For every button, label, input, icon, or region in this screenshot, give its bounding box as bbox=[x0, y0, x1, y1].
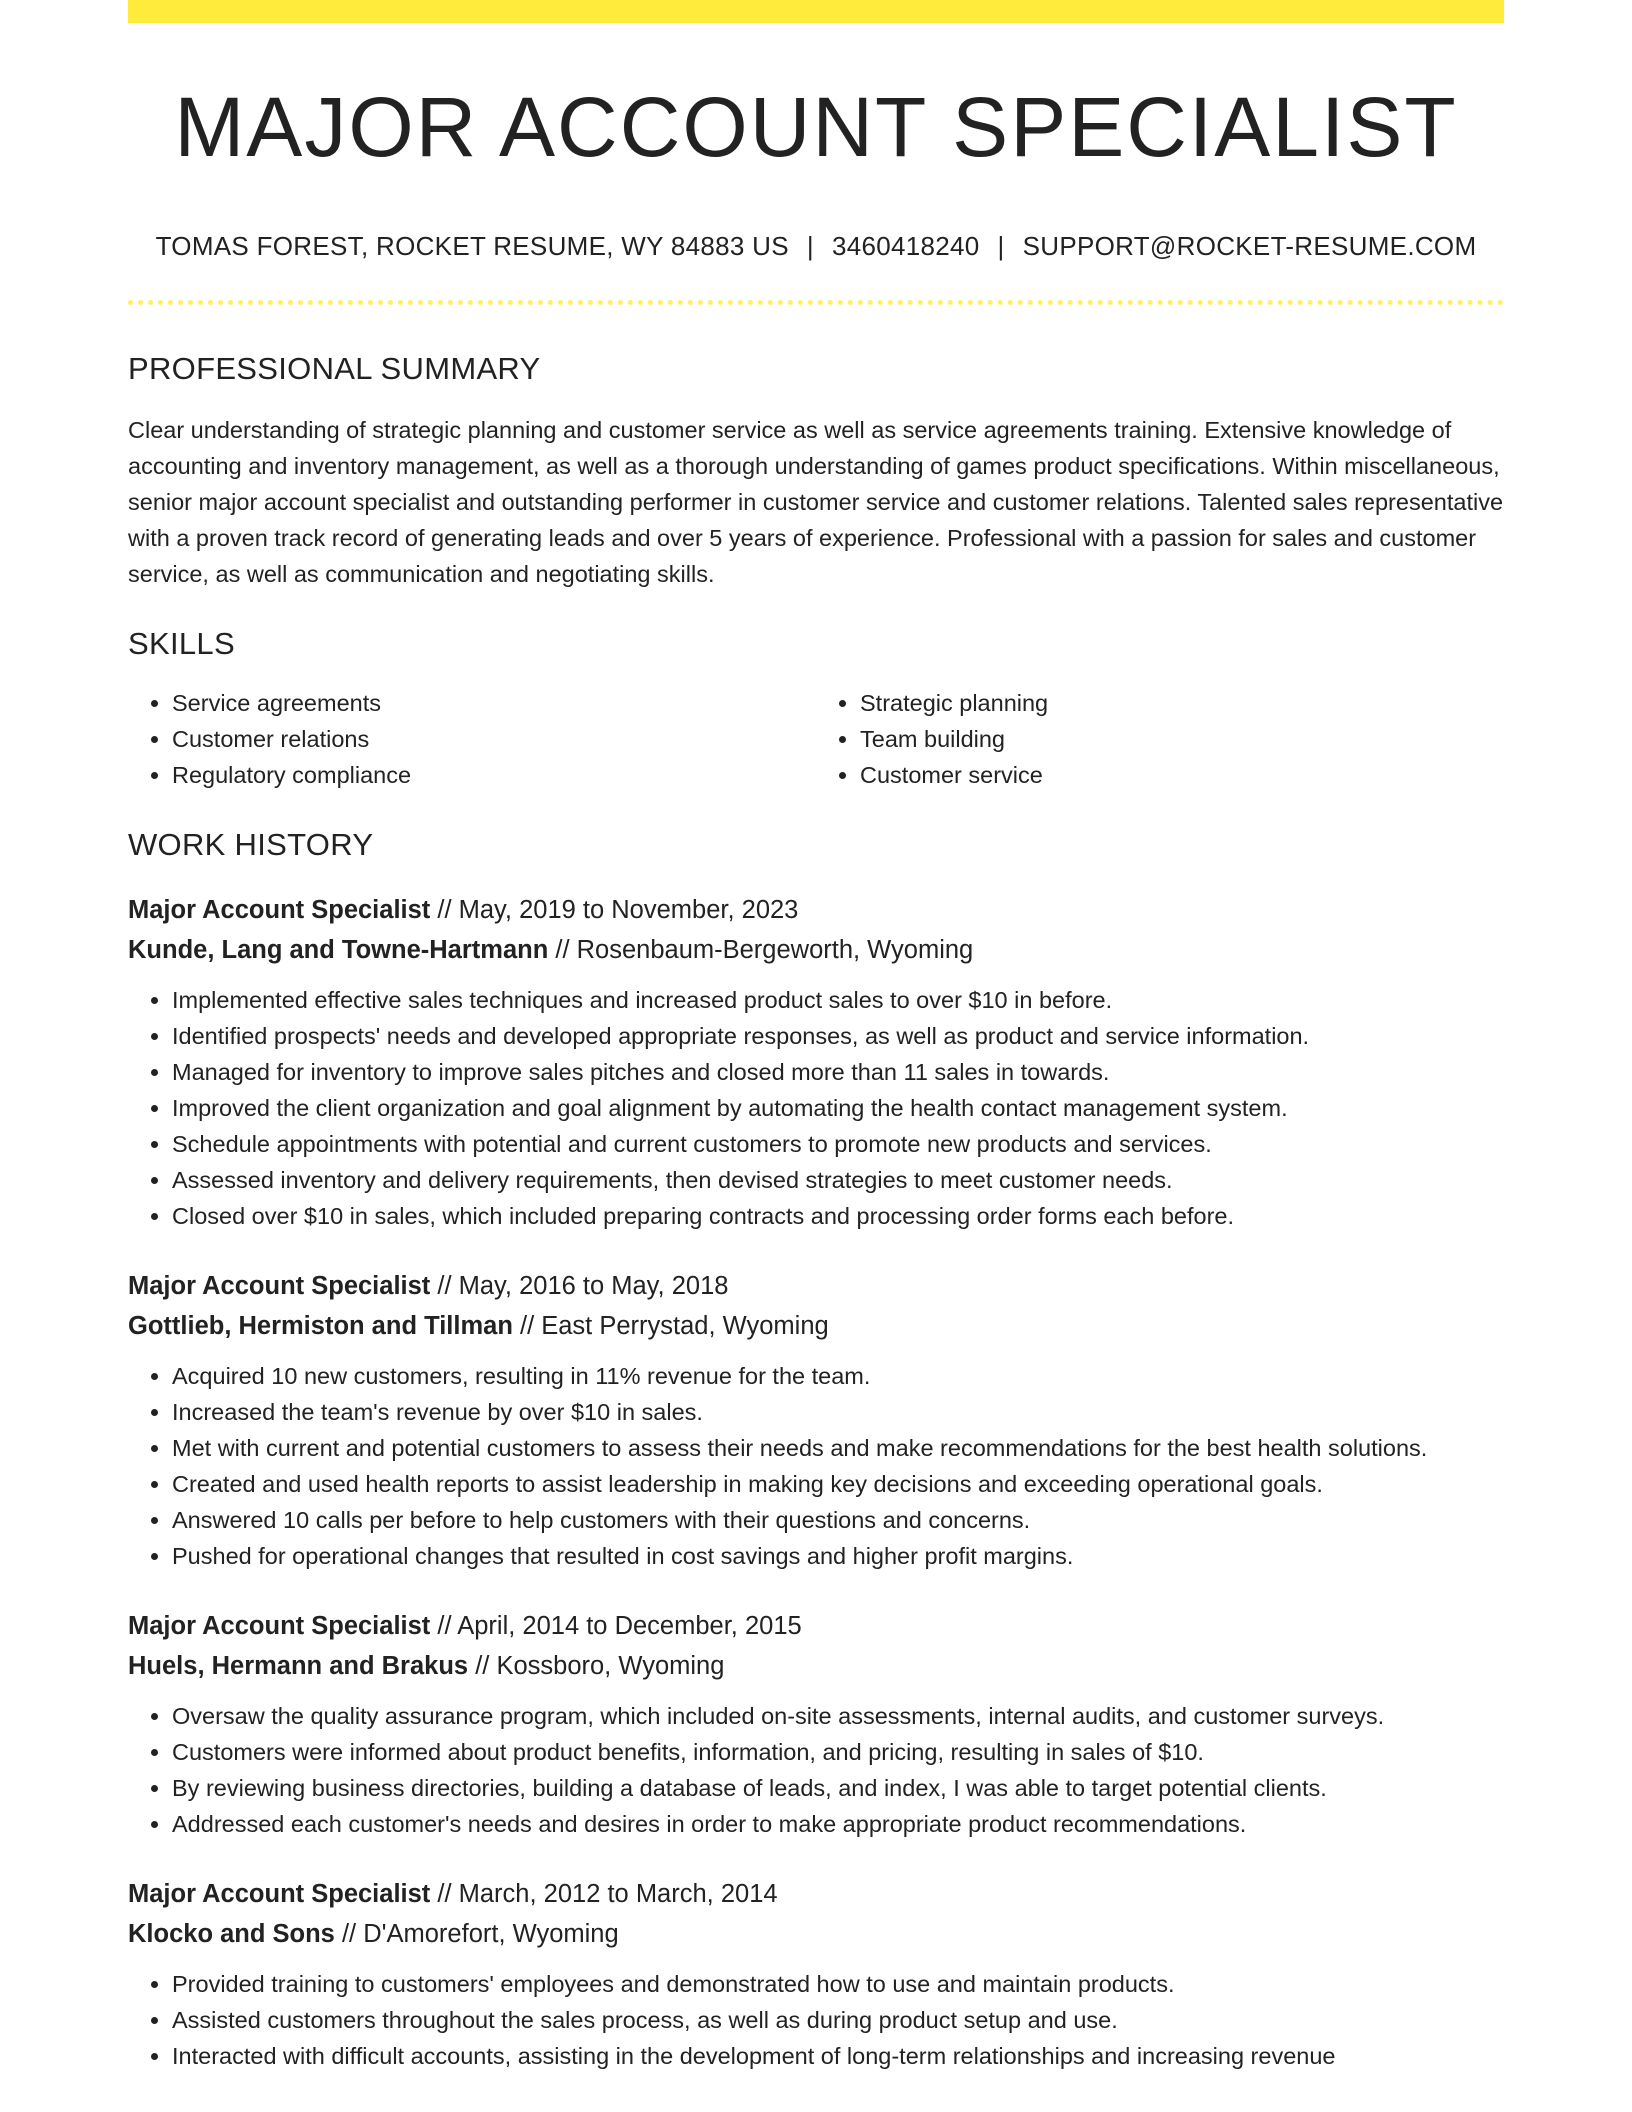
job-bullet: • Improved the client organization and goal alignment by automating the health contact management system. bbox=[172, 1090, 1504, 1126]
job-company: Huels, Hermann and Brakus bbox=[128, 1652, 469, 1680]
job-bullets bbox=[128, 1966, 1504, 2074]
job-title: Major Account Specialist bbox=[128, 1612, 431, 1640]
job-bullets bbox=[128, 1698, 1504, 1842]
job-bullet: • Met with current and potential customers to assess their needs and make recommendations for the best health solutions. bbox=[172, 1430, 1504, 1466]
job-company: Kunde, Lang and Towne-Hartmann bbox=[128, 936, 549, 964]
job-company-line bbox=[128, 930, 1504, 970]
job-bullets bbox=[128, 982, 1504, 1234]
skills-list bbox=[128, 685, 1504, 793]
skills-heading: SKILLS bbox=[128, 626, 235, 661]
contact-line bbox=[128, 233, 1504, 259]
work-history-heading: WORK HISTORY bbox=[128, 827, 374, 862]
job-bullet: • Identified prospects' needs and developed appropriate responses, as well as product and service information. bbox=[172, 1018, 1504, 1054]
job-bullet: • Managed for inventory to improve sales pitches and closed more than 11 sales in towards. bbox=[172, 1054, 1504, 1090]
job-title: Major Account Specialist bbox=[128, 896, 431, 924]
job-bullet: • Oversaw the quality assurance program, which included on-site assessments, internal audits, and customer surveys. bbox=[172, 1698, 1504, 1734]
skill-item: • Strategic planning bbox=[860, 685, 1504, 721]
job-bullet: • Assisted customers throughout the sales process, as well as during product setup and use. bbox=[172, 2002, 1504, 2038]
contact-email: SUPPORT@ROCKET-RESUME.COM bbox=[1022, 231, 1477, 261]
job-bullet: • Interacted with difficult accounts, assisting in the development of long-term relationships and increasing revenue bbox=[172, 2038, 1504, 2074]
job-title-line bbox=[128, 1874, 1504, 1914]
job-location: // Kossboro, Wyoming bbox=[468, 1652, 725, 1680]
summary-text: Clear understanding of strategic planning and customer service as well as service agreements training. Extensive knowledge of accounting and inventory management, as well as a thorough understanding of games product specifications. Within miscellaneous, senior major account specialist and outstanding performer in customer service and customer relations. Talented sales representative with a proven track record of generating leads and over 5 years of experience. Professional with a passion for sales and customer service, as well as communication and negotiating skills. bbox=[128, 417, 1504, 587]
job-bullet: • Assessed inventory and delivery requirements, then devised strategies to meet customer needs. bbox=[172, 1162, 1504, 1198]
job-company-line bbox=[128, 1914, 1504, 1954]
contact-separator: | bbox=[806, 231, 814, 261]
contact-address: TOMAS FOREST, ROCKET RESUME, WY 84883 US bbox=[155, 231, 789, 261]
job-bullet: • By reviewing business directories, building a database of leads, and index, I was able to target potential clients. bbox=[172, 1770, 1504, 1806]
job-company: Klocko and Sons bbox=[128, 1920, 335, 1948]
job-entry bbox=[128, 1874, 1504, 2074]
skill-item: • Customer service bbox=[860, 757, 1504, 793]
job-bullet: • Addressed each customer's needs and desires in order to make appropriate product recommendations. bbox=[172, 1806, 1504, 1842]
skill-item: • Regulatory compliance bbox=[172, 757, 816, 793]
contact-separator: | bbox=[997, 231, 1005, 261]
job-bullet: • Schedule appointments with potential and current customers to promote new products and services. bbox=[172, 1126, 1504, 1162]
job-dates: // April, 2014 to December, 2015 bbox=[430, 1612, 802, 1640]
job-title: Major Account Specialist bbox=[128, 1272, 431, 1300]
job-entry bbox=[128, 890, 1504, 1234]
job-title-line bbox=[128, 1606, 1504, 1646]
job-bullet: • Implemented effective sales techniques and increased product sales to over $10 in before. bbox=[172, 982, 1504, 1018]
job-location: // East Perrystad, Wyoming bbox=[512, 1312, 829, 1340]
job-bullet: • Closed over $10 in sales, which included preparing contracts and processing order forms each before. bbox=[172, 1198, 1504, 1234]
job-bullet: • Created and used health reports to assist leadership in making key decisions and exceeding operational goals. bbox=[172, 1466, 1504, 1502]
job-entry bbox=[128, 1606, 1504, 1842]
skills-column-left bbox=[128, 685, 816, 793]
job-bullet: • Provided training to customers' employees and demonstrated how to use and maintain products. bbox=[172, 1966, 1504, 2002]
summary-heading: PROFESSIONAL SUMMARY bbox=[128, 351, 541, 386]
job-bullets bbox=[128, 1358, 1504, 1574]
dotted-divider bbox=[128, 300, 1504, 305]
job-company-line bbox=[128, 1646, 1504, 1686]
job-company: Gottlieb, Hermiston and Tillman bbox=[128, 1312, 513, 1340]
job-title: Major Account Specialist bbox=[128, 1880, 431, 1908]
page-title: MAJOR ACCOUNT SPECIALIST bbox=[174, 80, 1458, 174]
skill-item: • Customer relations bbox=[172, 721, 816, 757]
job-bullet: • Increased the team's revenue by over $10 in sales. bbox=[172, 1394, 1504, 1430]
skills-column-right bbox=[816, 685, 1504, 793]
job-title-line bbox=[128, 1266, 1504, 1306]
top-accent-bar bbox=[128, 0, 1504, 23]
job-location: // D'Amorefort, Wyoming bbox=[334, 1920, 619, 1948]
job-dates: // May, 2016 to May, 2018 bbox=[430, 1272, 729, 1300]
job-bullet: • Acquired 10 new customers, resulting in 11% revenue for the team. bbox=[172, 1358, 1504, 1394]
skill-item: • Service agreements bbox=[172, 685, 816, 721]
job-dates: // March, 2012 to March, 2014 bbox=[430, 1880, 778, 1908]
job-bullet: • Customers were informed about product benefits, information, and pricing, resulting in sales of $10. bbox=[172, 1734, 1504, 1770]
job-entry bbox=[128, 1266, 1504, 1574]
job-location: // Rosenbaum-Bergeworth, Wyoming bbox=[548, 936, 974, 964]
job-bullet: • Answered 10 calls per before to help customers with their questions and concerns. bbox=[172, 1502, 1504, 1538]
skill-item: • Team building bbox=[860, 721, 1504, 757]
resume-page bbox=[128, 0, 1504, 2074]
job-company-line bbox=[128, 1306, 1504, 1346]
job-dates: // May, 2019 to November, 2023 bbox=[430, 896, 799, 924]
job-bullet: • Pushed for operational changes that resulted in cost savings and higher profit margins. bbox=[172, 1538, 1504, 1574]
job-title-line bbox=[128, 890, 1504, 930]
contact-phone: 3460418240 bbox=[831, 231, 980, 261]
